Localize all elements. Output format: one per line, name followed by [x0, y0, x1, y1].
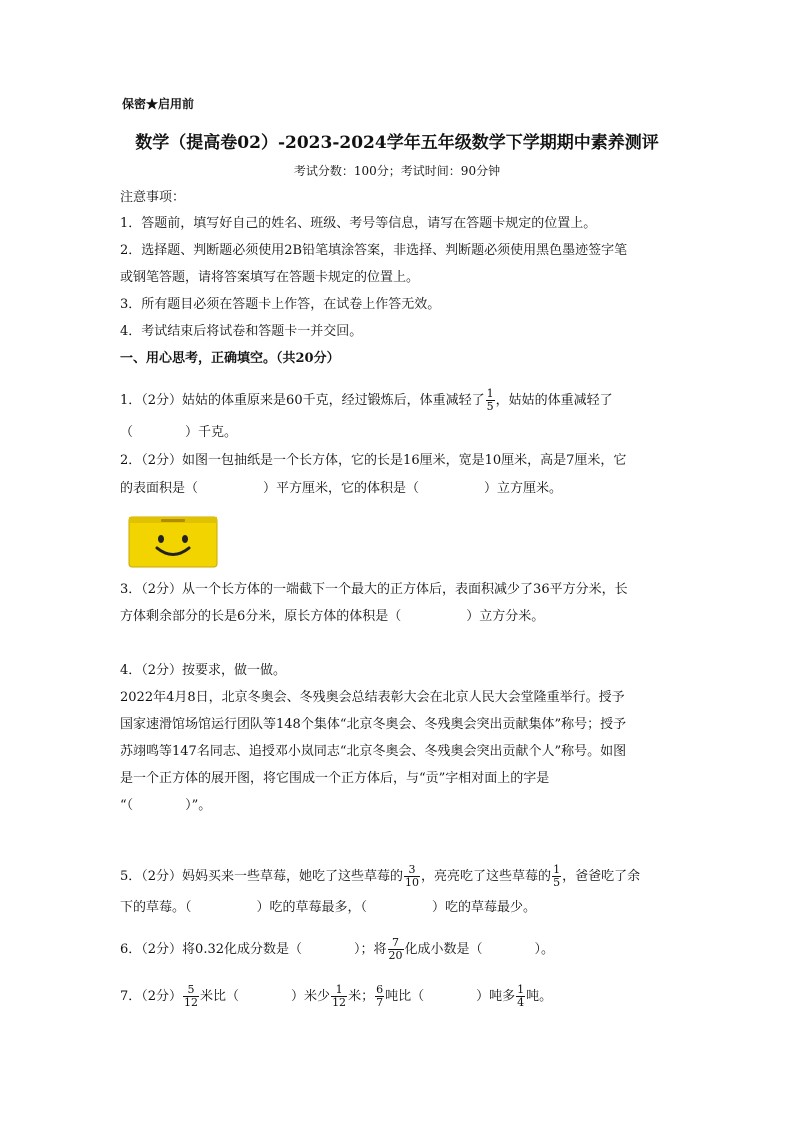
question-2b: 的表面积是（ ）平方厘米，它的体积是（ ）立方厘米。 — [120, 481, 563, 496]
section-1-heading: 一、用心思考，正确填空。（共20分） — [120, 351, 340, 366]
fraction-3-10: $\frac{3}{10}$ — [405, 863, 420, 889]
exam-info: 考试分数：100分；考试时间：90分钟 — [293, 164, 501, 178]
question-4d: 苏翊鸣等147名同志、追授邓小岚同志“北京冬奥会、冬残奥会突出贡献个人”称号。如图 — [120, 744, 627, 759]
question-4b: 2022年4月8日，北京冬奥会、冬残奥会总结表彰大会在北京人民大会堂隆重举行。授予 — [120, 690, 625, 705]
notes-heading: 注意事项： — [120, 190, 186, 205]
fraction-6-7: $\frac{6}{7}$ — [376, 983, 384, 1009]
note-4: 4．考试结束后将试卷和答题卡一并交回。 — [120, 324, 363, 339]
question-2a: 2．（2分）如图一包抽纸是一个长方体，它的长是16厘米，宽是10厘米，高是7厘米，它 — [120, 453, 627, 468]
question-1-blank: （ ）千克。 — [120, 425, 238, 440]
page-title: 数学（提高卷02）-2023-2024学年五年级数学下学期期中素养测评 — [135, 133, 659, 153]
question-6: 6．（2分）将0.32化成分数是（ ）；将 $\frac{7}{20}$ 化成小数是（ ）。 — [120, 936, 555, 962]
secret-label: 保密★启用前 — [122, 97, 195, 111]
fraction-7-20: $\frac{7}{20}$ — [388, 936, 403, 962]
note-3: 3．所有题目必须在答题卡上作答，在试卷上作答无效。 — [120, 297, 441, 312]
note-2a: 2．选择题、判断题必须使用2B铅笔填涂答案，非选择、判断题必须使用黑色墨迹签字笔 — [120, 243, 628, 258]
fraction-5-12: $\frac{5}{12}$ — [184, 983, 199, 1009]
question-3b: 方体剩余部分的长是6分米，原长方体的体积是（ ）立方分米。 — [120, 609, 545, 624]
tissue-box-image — [127, 515, 219, 569]
question-7: 7．（2分） $\frac{5}{12}$ 米比（ ）米少 $\frac{1}{12}$ 米； $\frac{6}{7}$ 吨比（ ）吨多 $\frac{1}{4}$ 吨。 — [120, 983, 553, 1009]
fraction-1-12: $\frac{1}{12}$ — [332, 983, 347, 1009]
fraction-1-5: $\frac{1}{5}$ — [486, 387, 494, 413]
question-3a: 3．（2分）从一个长方体的一端截下一个最大的正方体后，表面积减少了36平方分米，长 — [120, 582, 628, 597]
fraction-1-5: $\frac{1}{5}$ — [553, 863, 561, 889]
question-4c: 国家速滑馆场馆运行团队等148个集体“北京冬奥会、冬残奥会突出贡献集体”称号；授予 — [120, 717, 627, 732]
question-4a: 4．（2分）按要求，做一做。 — [120, 663, 287, 678]
note-2b: 或钢笔答题，请将答案填写在答题卡规定的位置上。 — [120, 270, 420, 285]
question-4f: “（ ）”。 — [120, 798, 212, 813]
question-1: 1．（2分）姑姑的体重原来是60千克，经过锻炼后，体重减轻了 $\frac{1}{5}$ ，姑姑的体重减轻了 — [120, 387, 613, 413]
note-1: 1．答题前，填写好自己的姓名、班级、考号等信息，请写在答题卡规定的位置上。 — [120, 216, 597, 231]
fraction-1-4: $\frac{1}{4}$ — [517, 983, 525, 1009]
question-4e: 是一个正方体的展开图，将它围成一个正方体后，与“贡”字相对面上的字是 — [120, 771, 550, 786]
question-5a: 5．（2分）妈妈买来一些草莓，她吃了这些草莓的 $\frac{3}{10}$ ，亮亮吃了这些草莓的 $\frac{1}{5}$ ，爸爸吃了余 — [120, 863, 641, 889]
question-5b: 下的草莓。（ ）吃的草莓最多，（ ）吃的草莓最少。 — [120, 900, 537, 915]
